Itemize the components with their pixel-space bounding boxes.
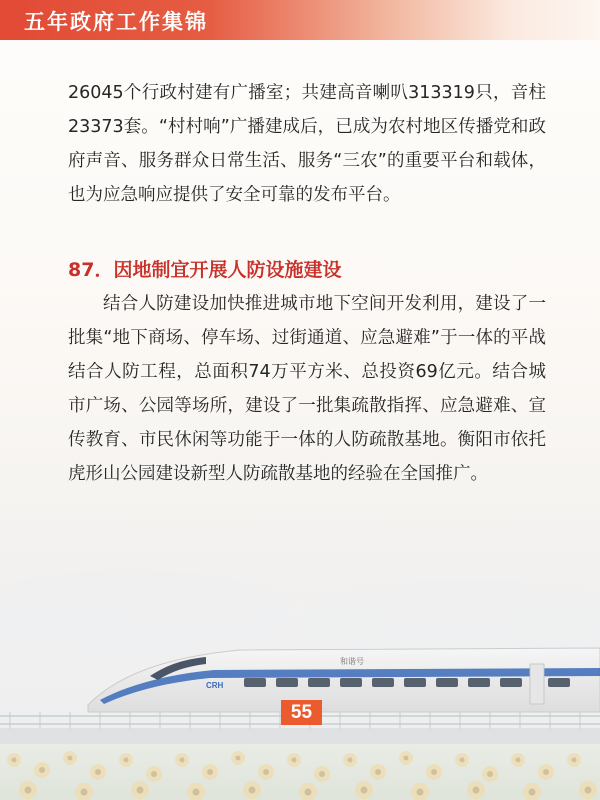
train-illustration <box>88 648 600 712</box>
page-number: 55 <box>281 700 322 725</box>
train-logo-text: CRH <box>206 681 224 690</box>
header-title: 五年政府工作集锦 <box>24 10 208 34</box>
body-paragraph-2: 结合人防建设加快推进城市地下空间开发利用，建设了一批集“地下商场、停车场、过街通道、应急避难”于一体的平战结合人防工程，总面积74万平方米、总投资69亿元。结合城市广场、公园等场所，建设了一批集疏散指挥、应急避难、宣传教育、市民休闲等功能于一体的人防疏散基地。衡阳市依托虎形山公园建设新型人防疏散基地的经验在全国推广。 <box>68 294 546 484</box>
section-heading: 87．因地制宜开展人防设施建设 <box>68 259 342 281</box>
train-name-text: 和谐号 <box>340 657 364 666</box>
body-paragraph-1: 26045个行政村建有广播室；共建高音喇叭313319只，音柱23373套。“村村响”广播建成后，已成为农村地区传播党和政府声音、服务群众日常生活、服务“三农”的重要平台和载体，也为应急响应提供了安全可靠的发布平台。 <box>68 83 546 205</box>
embankment <box>0 728 600 746</box>
haze <box>0 570 290 650</box>
